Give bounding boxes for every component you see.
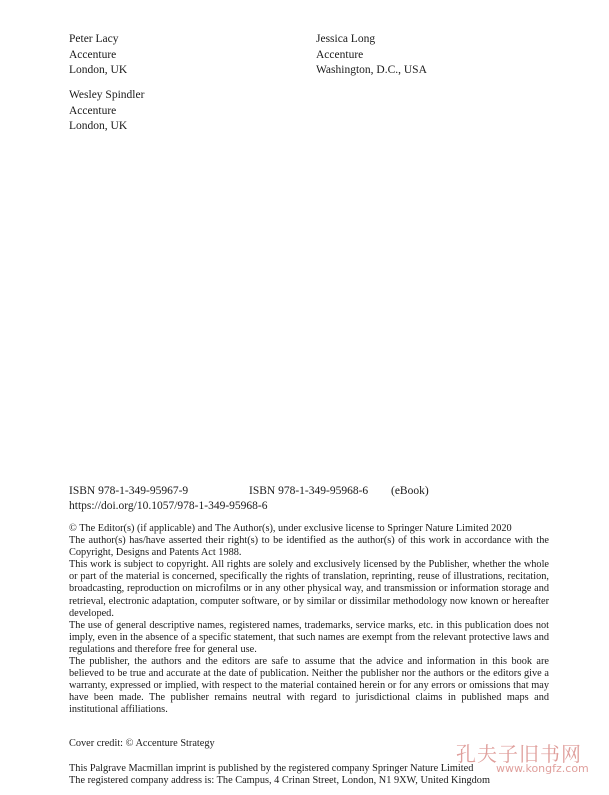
author-name: Wesley Spindler (69, 89, 145, 101)
isbn-row (69, 484, 549, 499)
watermark-text: 孔夫子旧书网 (456, 742, 582, 766)
copyright-line: © The Editor(s) (if applicable) and The Author(s), under exclusive license to Springer Nature Limited 2020 (69, 523, 512, 534)
author-address-lacy (69, 32, 127, 79)
author-name: Jessica Long (316, 33, 376, 45)
isbn-block (69, 484, 549, 514)
company-address-line: The registered company address is: The Campus, 4 Crinan Street, London, N1 9XW, United Kingdom (69, 775, 490, 787)
moral-rights-paragraph: The author(s) has/have asserted their right(s) to be identified as the author(s) of this work in accordance with the Copyright, Designs and Patents Act 1988. (69, 535, 549, 559)
author-location: London, UK (69, 120, 128, 132)
watermark-url: www.kongfz.com (496, 762, 589, 775)
author-org: Accenture (69, 48, 117, 61)
author-address-long (316, 32, 427, 79)
author-org: Accenture (316, 48, 364, 61)
copyright-notice (69, 523, 549, 717)
author-address-spindler (69, 88, 144, 135)
doi-row (69, 499, 549, 514)
imprint-line: This Palgrave Macmillan imprint is published by the registered company Springer Nature Limited (69, 763, 474, 774)
author-location: Washington, D.C., USA (316, 64, 427, 76)
isbn-print: ISBN 978-1-349-95967-9 (69, 485, 189, 497)
watermark (456, 738, 604, 784)
trademark-paragraph: The use of general descriptive names, registered names, trademarks, service marks, etc. in this publication does not imply, even in the absence of a specific statement, that such names are exempt from the relevant protective laws and regulations and therefore free for general use. (69, 619, 549, 655)
license-paragraph: This work is subject to copyright. All rights are solely and exclusively licensed by the Publisher, whether the whole or part of the material is concerned, specifically the rights of translation, reprinting, reuse of illustrations, recitation, broadcasting, reproduction on microfilms or in any other physical way, and transmission or information storage and retrieval, electronic adaptation, computer software, or by similar or dissimilar methodology now known or hereafter developed. (69, 559, 549, 619)
doi-link[interactable]: https://doi.org/10.1057/978-1-349-95968-6 (69, 500, 268, 512)
author-org: Accenture (69, 104, 117, 117)
author-location: London, UK (69, 64, 128, 76)
isbn-ebook-label: (eBook) (391, 485, 429, 497)
author-name: Peter Lacy (69, 33, 119, 45)
isbn-ebook: ISBN 978-1-349-95968-6 (249, 485, 369, 497)
disclaimer-paragraph: The publisher, the authors and the editors are safe to assume that the advice and information in this book are believed to be true and accurate at the date of publication. Neither the publisher nor the authors or the editors give a warranty, expressed or implied, with respect to the material contained herein or for any errors or omissions that may have been made. The publisher remains neutral with regard to jurisdictional claims in published maps and institutional affiliations. (69, 656, 549, 716)
cover-credit: Cover credit: © Accenture Strategy (69, 738, 215, 749)
